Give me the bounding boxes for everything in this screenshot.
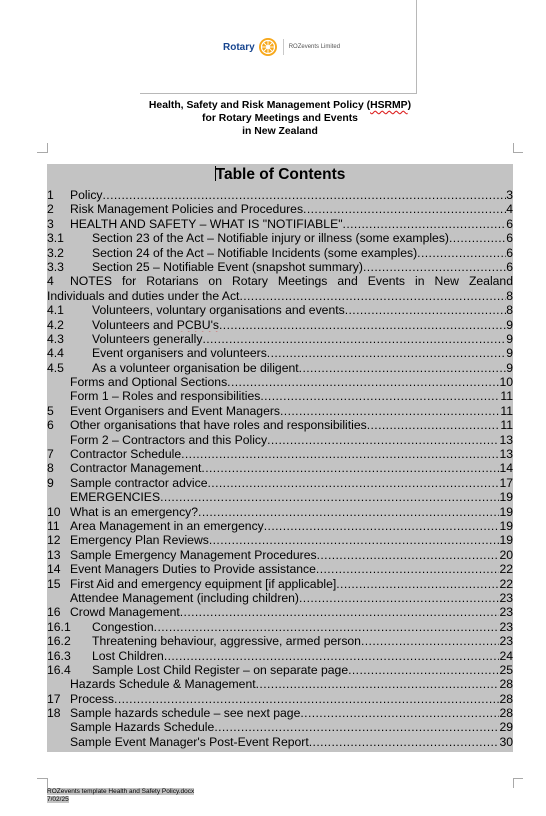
toc-entry[interactable] — [47, 246, 513, 260]
toc-entry-title: Risk Management Policies and Procedures — [70, 202, 304, 217]
toc-entry-title: Attendee Management (including children) — [70, 590, 299, 605]
toc-entry[interactable] — [47, 505, 513, 519]
toc-leader-dots — [367, 418, 501, 432]
toc-entry[interactable] — [47, 332, 513, 346]
toc-entry-title: Sample Hazards Schedule — [70, 720, 215, 735]
toc-entry-page: 3 — [506, 188, 513, 202]
toc-entry[interactable] — [47, 260, 513, 274]
logo-rotary-text: Rotary — [223, 41, 255, 53]
toc-entry[interactable] — [47, 663, 513, 677]
toc-entry-page: 8 — [506, 288, 513, 303]
toc-leader-dots — [264, 519, 500, 533]
toc-leader-dots — [256, 677, 500, 691]
crop-mark — [47, 143, 48, 153]
toc-entry-title: Sample Emergency Management Procedures — [70, 547, 317, 562]
toc-entry-title: Sample Lost Child Register – on separate page — [92, 662, 349, 677]
toc-entry-title: Contractor Management — [70, 461, 202, 476]
toc-leader-dots — [280, 404, 500, 418]
toc-entry-page: 22 — [499, 576, 513, 591]
footer — [47, 788, 194, 805]
toc-entry-page: 23 — [499, 590, 513, 605]
toc-entry-page: 23 — [499, 619, 513, 634]
toc-entry-title: As a volunteer organisation be diligent — [92, 360, 299, 375]
toc-entry-title: Policy — [70, 188, 103, 202]
footer-date: 7/02/25 — [47, 796, 69, 804]
toc-entry-page: 19 — [499, 504, 513, 519]
toc-entry[interactable] — [47, 231, 513, 245]
toc-entry[interactable] — [47, 649, 513, 663]
toc-entry-page: 19 — [499, 490, 513, 505]
toc-entry[interactable] — [47, 735, 513, 749]
toc-entry-title: Volunteers generally — [92, 331, 203, 346]
toc-entry-title: Sample hazards schedule – see next page — [70, 706, 301, 721]
toc-leader-dots — [343, 217, 507, 231]
toc-leader-dots — [209, 533, 500, 547]
footer-filename: ROZevents template Health and Safety Policy.docx — [47, 788, 195, 795]
toc-entry[interactable] — [47, 577, 513, 591]
toc-entry-page: 30 — [499, 734, 513, 749]
toc-entry-page: 14 — [499, 461, 513, 476]
toc-entry[interactable] — [47, 418, 513, 432]
toc-entry-page: 6 — [506, 259, 513, 274]
toc-entry[interactable] — [47, 591, 513, 605]
toc-entry-page: 6 — [506, 216, 513, 231]
toc-entry[interactable] — [47, 548, 513, 562]
toc-entry-number: 11 — [47, 519, 60, 533]
toc-entry-page: 13 — [499, 447, 513, 462]
toc-entry[interactable] — [47, 433, 513, 447]
toc-leader-dots — [103, 188, 507, 202]
toc-entry[interactable] — [47, 562, 513, 576]
toc-entry-title: What is an emergency? — [70, 504, 199, 519]
toc-entry-number: 14 — [47, 562, 61, 577]
toc-entry[interactable] — [47, 202, 513, 216]
toc-entry-number: 6 — [47, 418, 54, 433]
toc-entry-number: 4 — [47, 274, 54, 289]
logo-divider — [283, 39, 284, 55]
toc-entry-number: 10 — [47, 504, 61, 519]
toc-entry[interactable] — [47, 217, 513, 231]
toc-entry-page: 11 — [500, 389, 513, 404]
toc-entry-title: Lost Children — [92, 648, 164, 663]
toc-entry[interactable] — [47, 461, 513, 475]
toc-entry[interactable] — [47, 605, 513, 619]
toc-entry-page: 25 — [499, 662, 513, 677]
toc-entry-page: 9 — [506, 360, 513, 375]
toc-leader-dots — [267, 346, 506, 360]
toc-entry[interactable] — [47, 720, 513, 734]
toc-entry-page: 19 — [499, 519, 513, 533]
toc-leader-dots — [154, 620, 500, 634]
toc-entry-title: Section 24 of the Act – Notifiable Incidents (some examples) — [92, 245, 418, 260]
toc-entry[interactable] — [47, 318, 513, 332]
toc-leader-dots — [219, 318, 506, 332]
toc-entry-page: 6 — [506, 231, 513, 246]
toc-entry[interactable] — [47, 476, 513, 490]
toc-entry-page: 28 — [499, 677, 513, 692]
toc-entry-number: 4.4 — [47, 346, 64, 361]
toc-entry-page: 11 — [500, 418, 513, 433]
toc-entry[interactable] — [47, 404, 513, 418]
toc-entry-title: Section 23 of the Act – Notifiable injury or illness (some examples) — [92, 231, 449, 246]
toc-entry[interactable] — [47, 375, 513, 389]
toc-entry-number: 16.3 — [47, 648, 71, 663]
spell-check-word: HSRMP — [370, 100, 408, 111]
title-line-1: Health, Safety and Risk Management Policy (HSRMP) — [148, 100, 412, 111]
rotary-wheel-icon — [258, 37, 278, 57]
toc-entry-number: 9 — [47, 475, 54, 490]
toc-entry[interactable] — [47, 303, 513, 317]
toc-entry-number: 4.1 — [47, 303, 64, 318]
toc-entry-title: Process — [70, 691, 115, 706]
toc-entry[interactable] — [47, 389, 513, 403]
toc-entry-title-cont: Individuals and duties under the Act — [47, 288, 240, 303]
toc-entry-title: Section 25 – Notifiable Event (snapshot summary) — [92, 259, 363, 274]
toc-leader-dots — [227, 375, 499, 389]
toc-leader-dots — [309, 735, 500, 749]
toc-leader-dots — [449, 231, 506, 245]
toc-entry-title: EMERGENCIES — [70, 490, 161, 505]
toc-entry-number: 5 — [47, 403, 54, 418]
logo — [223, 35, 340, 59]
toc-entry-number: 4.5 — [47, 360, 64, 375]
toc-entry-title: Form 2 – Contractors and this Policy — [70, 432, 268, 447]
toc-entry-number: 15 — [47, 576, 61, 591]
toc-entry-title: Other organisations that have roles and responsibilities — [70, 418, 367, 433]
toc-entry-number: 4.2 — [47, 317, 64, 332]
toc-entry-number: 3.3 — [47, 259, 64, 274]
toc-entry-number: 12 — [47, 533, 61, 548]
toc-entry-page: 19 — [499, 533, 513, 548]
toc-entry[interactable] — [47, 346, 513, 360]
toc-leader-dots — [345, 303, 507, 317]
toc-entry-page: 22 — [499, 562, 513, 577]
toc-entry-page: 9 — [506, 317, 513, 332]
toc-entry-page: 28 — [499, 691, 513, 706]
logo-roz-text: ROZevents Limited — [288, 44, 341, 50]
toc-entry-title: HEALTH AND SAFETY – WHAT IS "NOTIFIABLE" — [70, 216, 343, 231]
table-of-contents[interactable] — [47, 164, 513, 752]
toc-entry-number: 17 — [47, 691, 61, 706]
toc-entry[interactable] — [47, 634, 513, 648]
toc-entry-number: 18 — [47, 706, 61, 721]
toc-entry-title: Volunteers, voluntary organisations and events — [92, 303, 345, 318]
toc-leader-dots — [299, 591, 499, 605]
toc-entry-title: Sample Event Manager's Post-Event Report — [70, 734, 309, 749]
toc-entry-title: Congestion — [92, 619, 154, 634]
toc-entry-page: 29 — [499, 720, 513, 735]
toc-leader-dots — [361, 634, 499, 648]
toc-entry[interactable] — [47, 519, 513, 533]
toc-entry-page: 9 — [506, 331, 513, 346]
toc-entry-page: 9 — [506, 346, 513, 361]
toc-entry-title: Forms and Optional Sections — [70, 375, 228, 390]
toc-leader-dots — [160, 490, 499, 504]
toc-leader-dots — [317, 548, 500, 562]
toc-leader-dots — [303, 202, 506, 216]
crop-mark — [513, 778, 523, 779]
toc-entry-title: Event organisers and volunteers — [92, 346, 267, 361]
toc-entry-number: 16.1 — [47, 619, 71, 634]
toc-entry-page: 6 — [506, 245, 513, 260]
toc-leader-dots — [348, 663, 499, 677]
toc-entry-page: 23 — [499, 634, 513, 649]
crop-mark — [37, 152, 47, 153]
title-line-3: in New Zealand — [242, 126, 318, 138]
toc-entry-title: NOTES for Rotarians on Rotary Meetings and Events in New Zealand — [70, 274, 513, 289]
toc-entry[interactable] — [47, 706, 513, 720]
toc-entry-page: 10 — [499, 375, 513, 390]
toc-entry-title: Contractor Schedule — [70, 447, 182, 462]
toc-leader-dots — [299, 361, 507, 375]
toc-entry-title: First Aid and emergency equipment [if applicable] — [70, 576, 337, 591]
toc-entry-title: Crowd Management — [70, 605, 180, 620]
toc-leader-dots — [180, 605, 500, 619]
toc-entry-title: Volunteers and PCBU's — [92, 317, 219, 332]
toc-entry-number: 16 — [47, 605, 61, 620]
toc-entry-title: Threatening behaviour, aggressive, armed person — [92, 634, 361, 649]
toc-entry-title: Hazards Schedule & Management — [70, 677, 256, 692]
toc-leader-dots — [164, 649, 500, 663]
toc-entry-title: Event Managers Duties to Provide assistance — [70, 562, 316, 577]
toc-entry-number: 16.4 — [47, 662, 71, 677]
toc-entry[interactable] — [47, 692, 513, 706]
toc-entry-number: 2 — [47, 202, 54, 217]
toc-entry-number: 8 — [47, 461, 54, 476]
toc-entry-number: 7 — [47, 447, 54, 462]
toc-leader-dots — [336, 577, 499, 591]
toc-leader-dots — [181, 447, 499, 461]
toc-leader-dots — [114, 692, 499, 706]
toc-entry-page: 28 — [499, 706, 513, 721]
toc-entry-number: 4.3 — [47, 331, 64, 346]
toc-entry-page: 4 — [506, 202, 513, 217]
toc-entry-number: 1 — [47, 188, 54, 202]
toc-entry[interactable] — [47, 677, 513, 691]
toc-entry[interactable] — [47, 274, 513, 303]
toc-leader-dots — [239, 289, 506, 303]
toc-leader-dots — [260, 389, 500, 403]
toc-entry-number: 3.2 — [47, 245, 64, 260]
toc-entry[interactable] — [47, 620, 513, 634]
toc-entry[interactable] — [47, 361, 513, 375]
toc-entry-title: Event Organisers and Event Managers — [70, 403, 281, 418]
toc-entry[interactable] — [47, 188, 513, 202]
toc-entry-number: 16.2 — [47, 634, 71, 649]
toc-entry-number: 13 — [47, 547, 61, 562]
toc-leader-dots — [316, 562, 500, 576]
toc-leader-dots — [198, 505, 499, 519]
toc-leader-dots — [201, 461, 499, 475]
toc-leader-dots — [267, 433, 499, 447]
crop-mark — [47, 778, 48, 788]
toc-leader-dots — [202, 332, 506, 346]
spell-check-word: PCBU's — [176, 317, 219, 332]
toc-entry-title: Area Management in an emergency — [70, 519, 264, 533]
toc-entry-page: 17 — [499, 475, 513, 490]
toc-entry-page: 24 — [499, 648, 513, 663]
toc-leader-dots — [214, 720, 499, 734]
toc-leader-dots — [208, 476, 500, 490]
toc-leader-dots — [363, 260, 506, 274]
toc-entry-title: Sample contractor advice — [70, 475, 208, 490]
crop-mark — [513, 778, 514, 788]
toc-entry-page: 11 — [500, 403, 513, 418]
toc-entry-page: 23 — [499, 605, 513, 620]
toc-entry-page: 13 — [499, 432, 513, 447]
toc-entry-number: 3 — [47, 216, 54, 231]
toc-title: Table of Contents — [215, 166, 346, 183]
toc-leader-dots — [417, 246, 506, 260]
crop-mark — [513, 152, 523, 153]
toc-entry[interactable] — [47, 490, 513, 504]
document-title — [0, 99, 546, 139]
toc-entry-page: 20 — [499, 547, 513, 562]
toc-entries — [47, 188, 513, 749]
toc-entry-title: Emergency Plan Reviews — [70, 533, 209, 548]
toc-leader-dots — [300, 706, 499, 720]
toc-entry[interactable] — [47, 447, 513, 461]
toc-entry-number: 3.1 — [47, 231, 64, 246]
crop-mark — [37, 778, 47, 779]
toc-entry[interactable] — [47, 533, 513, 547]
toc-entry-page: 8 — [506, 303, 513, 318]
title-line-2: for Rotary Meetings and Events — [202, 113, 358, 125]
toc-entry-title: Form 1 – Roles and responsibilities — [70, 389, 261, 404]
